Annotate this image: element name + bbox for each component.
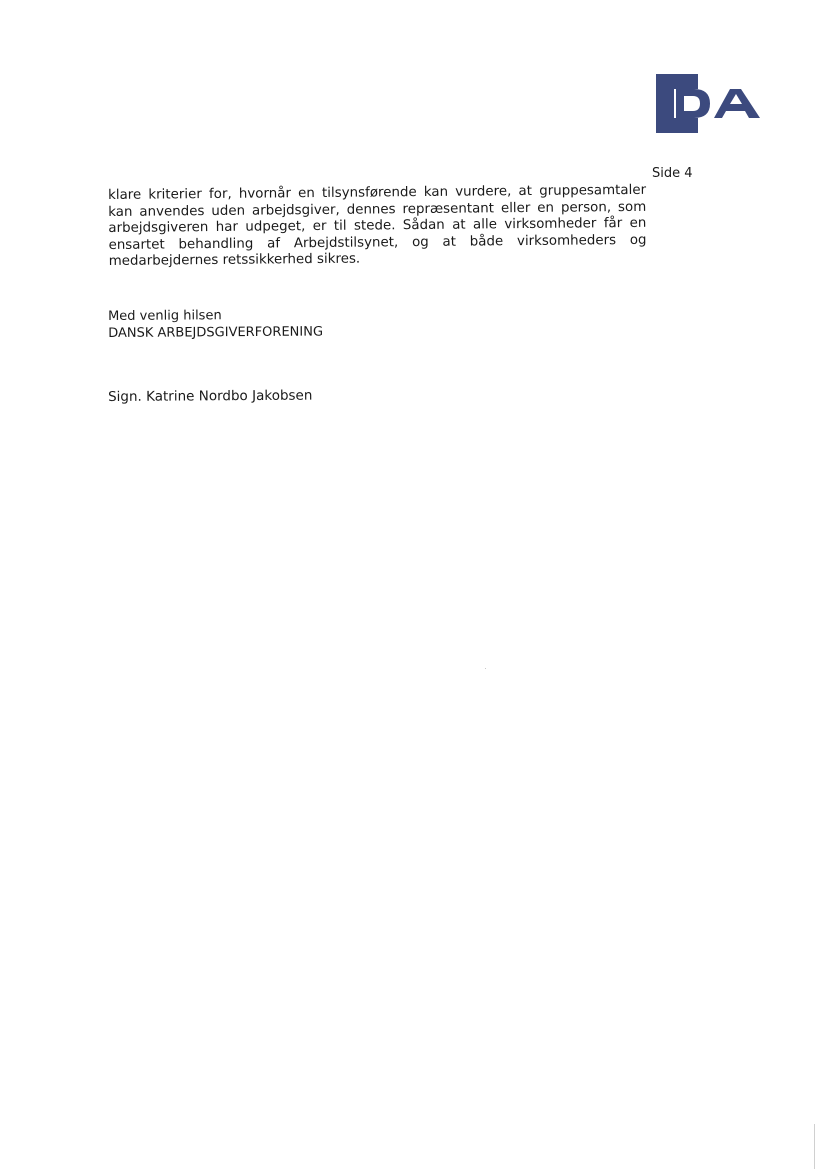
closing-organization: DANSK ARBEJDSGIVERFORENING [108,323,324,341]
da-logo [654,72,762,136]
closing-block [108,308,323,342]
body-paragraph [108,183,647,271]
closing-greeting: Med venlig hilsen [108,308,222,324]
signature-line: Sign. Katrine Nordbo Jakobsen [108,387,313,405]
scan-artifact-dot [485,668,486,669]
page-number: Side 4 [652,166,693,181]
scan-artifact-edge [814,1124,815,1169]
logo-d-counter [684,96,700,111]
paragraph-text: klare kriterier for, hvornår en tilsynsførende kan vurdere, at gruppesamtaler kan anvendes uden arbejdsgiver, dennes repræsentant eller en person, som arbejdsgiveren har udpeget, er til stede. Sådan at alle virksomheder får en ensartet behandling af Arbejdstilsynet, og at både virksomheders og medarbejdernes retssikkerhed sikres. [108,182,647,269]
